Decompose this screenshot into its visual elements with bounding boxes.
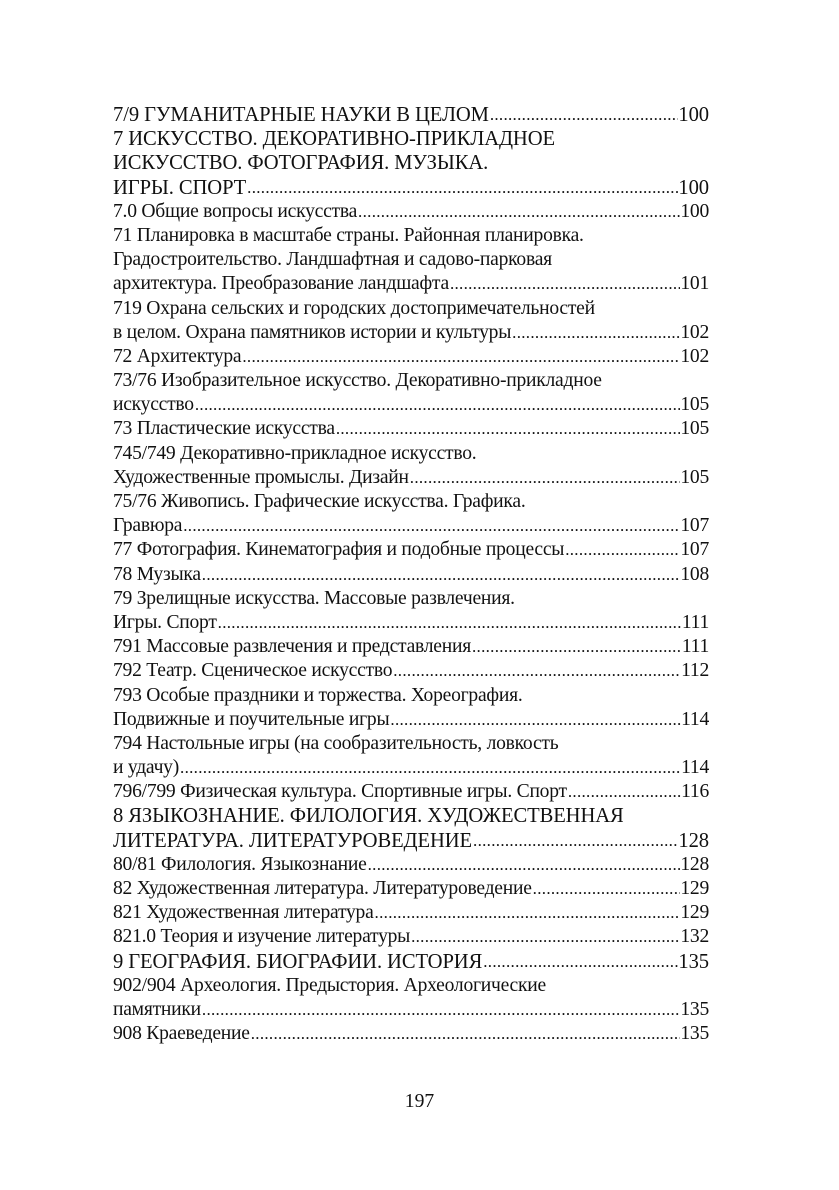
dot-leader [564, 538, 680, 562]
dot-leader [367, 853, 681, 877]
toc-line [113, 272, 709, 296]
toc-entry-title: 719 Охрана сельских и городских достопримечательностей [113, 297, 595, 319]
toc-section-heading [113, 804, 709, 852]
toc-line [113, 538, 709, 562]
toc-page-number: 135 [678, 950, 709, 973]
toc-entry-title: 7 ИСКУССТВО. ДЕКОРАТИВНО-ПРИКЛАДНОЕ [113, 128, 555, 151]
dot-leader [471, 635, 682, 659]
toc-line [113, 490, 709, 514]
toc-page-number: 107 [680, 539, 709, 561]
toc-line [113, 853, 709, 877]
toc-line [113, 393, 709, 417]
dot-leader [532, 877, 681, 901]
toc-section-heading [113, 127, 709, 200]
toc-page-number: 135 [680, 1023, 709, 1045]
toc-entry-title: 745/749 Декоративно-прикладное искусство. [113, 442, 477, 464]
page-number: 197 [404, 1091, 435, 1112]
toc-line [113, 224, 709, 248]
dot-leader [489, 103, 679, 127]
dot-leader [472, 829, 678, 853]
toc-entry-title: 821.0 Теория и изучение литературы [113, 926, 411, 948]
toc-entry-title: Градостроительство. Ландшафтная и садово-парковая [113, 249, 552, 271]
dot-leader [201, 563, 681, 587]
toc-line [113, 732, 709, 756]
toc-page-number: 102 [680, 321, 709, 343]
toc-section-heading [113, 103, 709, 127]
toc-entry [113, 442, 709, 490]
toc-entry-title: 792 Театр. Сценическое искусство [113, 660, 393, 682]
toc-line [113, 780, 709, 804]
toc-entry [113, 635, 709, 659]
toc-line [113, 417, 709, 441]
toc-line [113, 514, 709, 538]
toc-entry-title: 7.0 Общие вопросы искусства [113, 200, 358, 222]
dot-leader [335, 417, 681, 441]
toc-line [113, 103, 709, 127]
toc-entry [113, 684, 709, 732]
toc-entry [113, 297, 709, 345]
toc-entry [113, 538, 709, 562]
toc-entry [113, 1022, 709, 1046]
toc-line [113, 297, 709, 321]
toc-entry-title: 902/904 Археология. Предыстория. Археологические [113, 974, 546, 996]
toc-entry-title: искусство [113, 394, 194, 416]
toc-page-number: 129 [680, 902, 709, 924]
toc-page-number: 116 [681, 781, 709, 803]
toc-entry-title: 78 Музыка [113, 563, 201, 585]
toc-entry-title: 82 Художественная литература. Литературоведение [113, 878, 532, 899]
toc-entry-title: Художественные промыслы. Дизайн [113, 466, 409, 488]
toc-entry-title: Гравюра [113, 515, 183, 537]
toc-page-number: 128 [678, 829, 709, 852]
toc-page-number: 132 [680, 926, 709, 948]
dot-leader [410, 925, 680, 949]
toc-entry-title: 73 Пластические искусства [113, 418, 335, 440]
toc-entry-title: 821 Художественная литература [113, 902, 374, 924]
toc-entry-title: 73/76 Изобразительное искусство. Декоративно-прикладное [113, 370, 602, 392]
toc-line [113, 829, 709, 853]
toc-entry-title: 794 Настольные игры (на сообразительность, ловкость [113, 732, 559, 754]
toc-line [113, 200, 709, 224]
toc-entry-title: 7/9 ГУМАНИТАРНЫЕ НАУКИ В ЦЕЛОМ [113, 104, 489, 126]
toc-page-number: 114 [681, 708, 709, 730]
toc-entry [113, 587, 709, 635]
toc-entry [113, 659, 709, 683]
toc-line [113, 345, 709, 369]
toc-entry-title: памятники [113, 998, 201, 1020]
dot-leader [357, 200, 680, 224]
toc-page-number: 112 [681, 660, 709, 682]
toc-entry [113, 563, 709, 587]
toc-entry-title: ЛИТЕРАТУРА. ЛИТЕРАТУРОВЕДЕНИЕ [113, 829, 473, 852]
toc-line [113, 659, 709, 683]
toc-entry-title: ИСКУССТВО. ФОТОГРАФИЯ. МУЗЫКА. [113, 152, 489, 175]
toc-page-number: 100 [678, 104, 709, 126]
toc-line [113, 127, 709, 151]
toc-entry-title: 8 ЯЗЫКОЗНАНИЕ. ФИЛОЛОГИЯ. ХУДОЖЕСТВЕННАЯ [113, 805, 624, 828]
dot-leader [392, 659, 681, 683]
toc-line [113, 369, 709, 393]
dot-leader [201, 998, 680, 1022]
toc-line [113, 563, 709, 587]
toc-page-number: 105 [680, 418, 709, 440]
toc-line [113, 321, 709, 345]
toc-entry-title: в целом. Охрана памятников истории и культуры [113, 321, 512, 343]
toc-page-number: 105 [680, 394, 709, 416]
toc-entry-title: Игры. Спорт [113, 611, 217, 633]
toc-page-number: 107 [680, 515, 709, 537]
toc-entry-title: 79 Зрелищные искусства. Массовые развлечения. [113, 587, 515, 609]
toc-entry-title: 791 Массовые развлечения и представления [113, 636, 471, 658]
toc-line [113, 974, 709, 998]
dot-leader [217, 611, 682, 635]
toc-line [113, 901, 709, 925]
dot-leader [409, 466, 681, 490]
toc-entry-title: 77 Фотография. Кинематография и подобные процессы [113, 539, 565, 561]
toc-entry [113, 224, 709, 297]
toc-page-number: 129 [680, 878, 709, 899]
toc-page-number: 108 [680, 563, 709, 585]
toc-entry [113, 877, 709, 901]
toc-page-number: 111 [681, 611, 709, 633]
toc-line [113, 684, 709, 708]
toc-page-number: 100 [678, 176, 709, 199]
toc-entry [113, 780, 709, 804]
toc-page-number: 128 [680, 853, 709, 875]
toc-entry-title: 75/76 Живопись. Графические искусства. Графика. [113, 491, 526, 512]
dot-leader [449, 272, 680, 296]
toc-line [113, 804, 709, 828]
toc-page-number: 100 [680, 200, 709, 222]
toc-entry-title: 72 Архитектура [113, 345, 242, 367]
toc-entry-title: 796/799 Физическая культура. Спортивные игры. Спорт [113, 781, 567, 803]
toc-line [113, 176, 709, 200]
toc-line [113, 248, 709, 272]
dot-leader [389, 708, 681, 732]
dot-leader [182, 514, 680, 538]
toc-page-number: 105 [680, 466, 709, 488]
toc-entry-title: 908 Краеведение [113, 1023, 250, 1045]
toc-section-heading [113, 950, 709, 974]
toc-line [113, 442, 709, 466]
toc-entry [113, 417, 709, 441]
toc-entry-title: Подвижные и поучительные игры [113, 708, 390, 730]
dot-leader [567, 780, 681, 804]
toc-entry [113, 925, 709, 949]
table-of-contents [113, 103, 709, 1046]
toc-entry [113, 901, 709, 925]
toc-line [113, 998, 709, 1022]
toc-entry-title: архитектура. Преобразование ландшафта [113, 273, 449, 295]
toc-entry-title: 80/81 Филология. Языкознание [113, 853, 367, 875]
toc-line [113, 1022, 709, 1046]
toc-line [113, 635, 709, 659]
toc-entry [113, 369, 709, 417]
toc-line [113, 466, 709, 490]
toc-line [113, 925, 709, 949]
toc-entry-title: ИГРЫ. СПОРТ [113, 176, 247, 199]
toc-entry [113, 345, 709, 369]
toc-entry-title: 71 Планировка в масштабе страны. Районная планировка. [113, 224, 584, 246]
dot-leader [511, 321, 680, 345]
toc-line [113, 587, 709, 611]
toc-line [113, 611, 709, 635]
dot-leader [246, 176, 678, 200]
toc-page-number: 114 [681, 757, 709, 779]
toc-page-number: 135 [680, 998, 709, 1020]
toc-page-number: 111 [681, 636, 709, 658]
toc-line [113, 151, 709, 175]
toc-entry-title: 9 ГЕОГРАФИЯ. БИОГРАФИИ. ИСТОРИЯ [113, 950, 483, 973]
toc-page-number: 102 [680, 345, 709, 367]
toc-line [113, 708, 709, 732]
dot-leader [374, 901, 681, 925]
toc-page-number: 101 [680, 273, 709, 295]
toc-entry-title: и удачу) [113, 757, 180, 779]
toc-entry [113, 200, 709, 224]
toc-entry [113, 490, 709, 538]
toc-line [113, 950, 709, 974]
dot-leader [241, 345, 680, 369]
toc-entry [113, 732, 709, 780]
toc-entry-title: 793 Особые праздники и торжества. Хореография. [113, 684, 523, 706]
toc-line [113, 877, 709, 901]
dot-leader [482, 950, 678, 974]
toc-entry [113, 853, 709, 877]
dot-leader [194, 393, 681, 417]
dot-leader [179, 756, 681, 780]
toc-entry [113, 974, 709, 1022]
dot-leader [250, 1022, 681, 1046]
toc-line [113, 756, 709, 780]
